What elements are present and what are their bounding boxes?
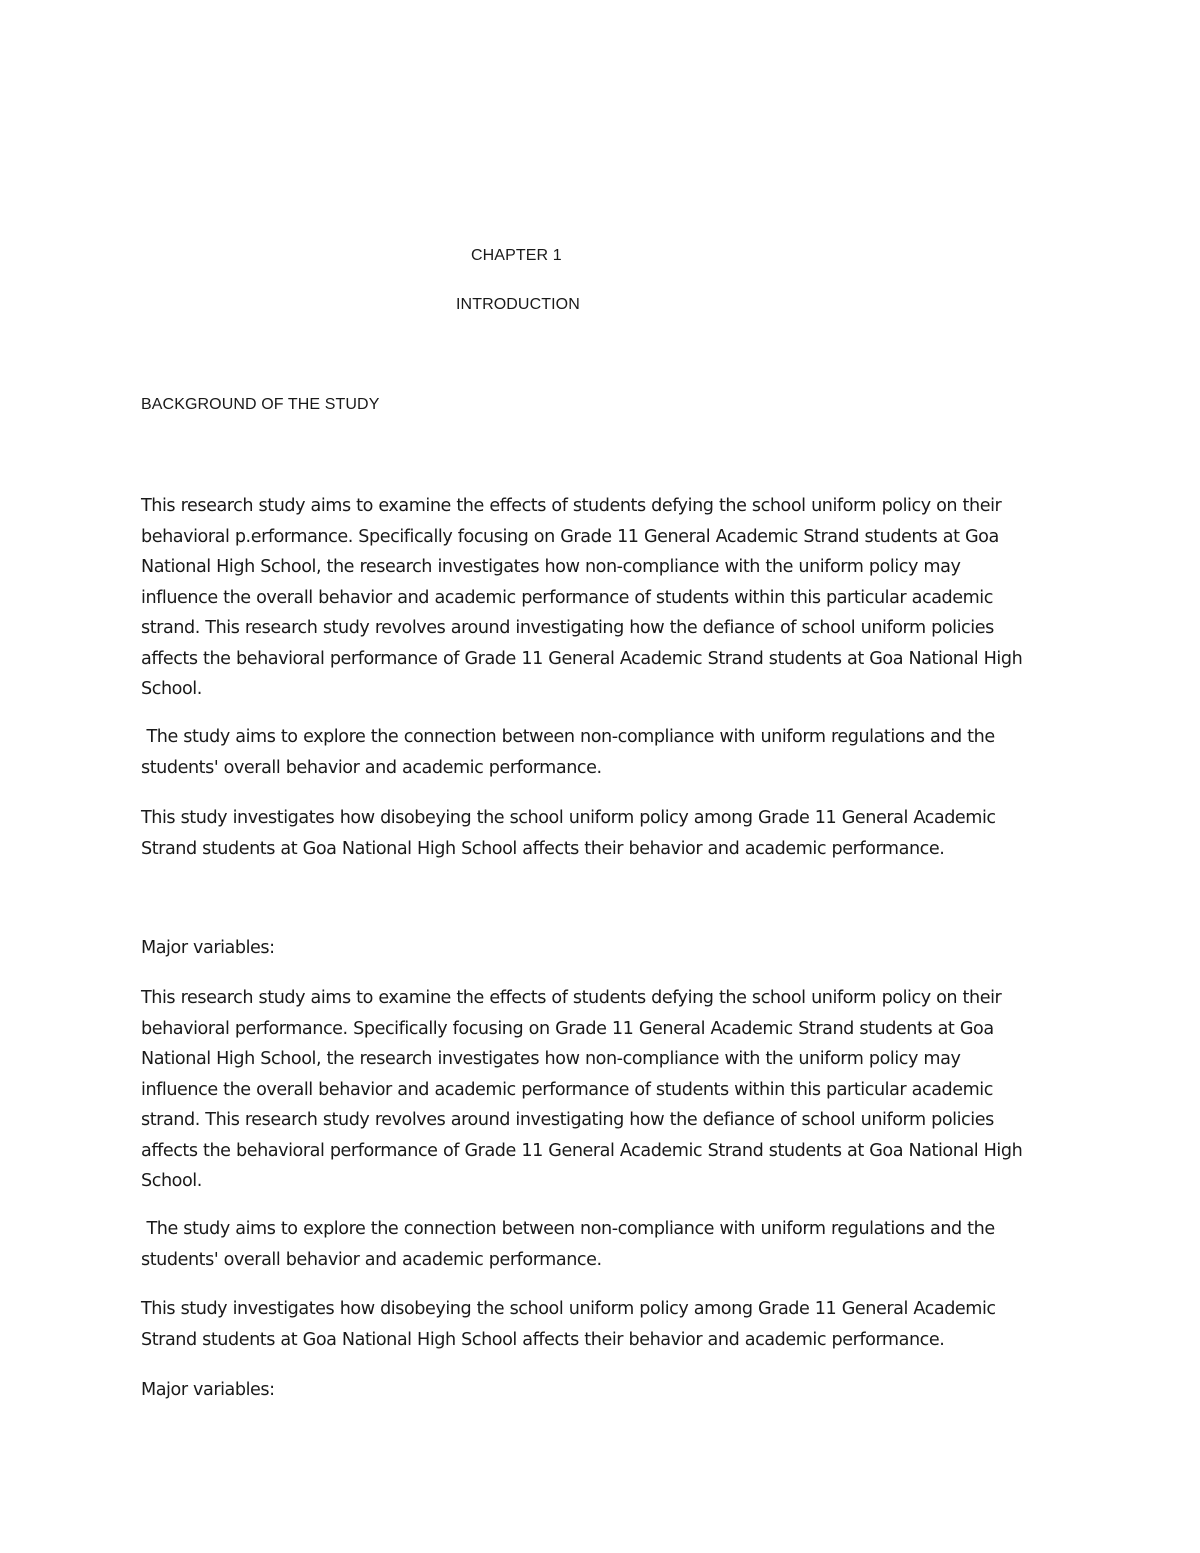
paragraph-variables-2 xyxy=(141,1214,1061,1275)
paragraph-line: This study investigates how disobeying the school uniform policy among Grade 11 General Academic xyxy=(141,1299,996,1319)
paragraph-background-3 xyxy=(141,803,1061,864)
subsection-title: BACKGROUND OF THE STUDY xyxy=(141,396,380,413)
paragraph-line: influence the overall behavior and academic performance of students within this particular academic xyxy=(141,1079,993,1100)
section-title: INTRODUCTION xyxy=(456,296,580,313)
paragraph-variables-1 xyxy=(141,983,1061,1197)
paragraph-line: strand. This research study revolves around investigating how the defiance of school uniform policies xyxy=(141,1110,994,1130)
paragraph-line: School. xyxy=(141,1171,202,1191)
paragraph-line: This study investigates how disobeying the school uniform policy among Grade 11 General Academic xyxy=(141,808,996,828)
paragraph-line: This research study aims to examine the effects of students defying the school uniform policy on their xyxy=(141,496,1002,516)
chapter-heading: CHAPTER 1 xyxy=(471,247,562,264)
paragraph-background-1 xyxy=(141,491,1061,705)
paragraph-line: National High School, the research investigates how non-compliance with the uniform policy may xyxy=(141,557,961,577)
paragraph-line: School. xyxy=(141,679,202,699)
paragraph-line: behavioral performance. Specifically focusing on Grade 11 General Academic Strand students at Goa xyxy=(141,1018,994,1039)
paragraph-background-2 xyxy=(141,722,1061,783)
paragraph-line: behavioral p.erformance. Specifically focusing on Grade 11 General Academic Strand students at Goa xyxy=(141,526,999,547)
paragraph-variables-3 xyxy=(141,1294,1061,1355)
paragraph-line: This research study aims to examine the effects of students defying the school uniform policy on their xyxy=(141,988,1002,1008)
paragraph-line: Major variables: xyxy=(141,1380,275,1400)
paragraph-line: influence the overall behavior and academic performance of students within this particular academic xyxy=(141,587,993,608)
paragraph-line: affects the behavioral performance of Grade 11 General Academic Strand students at Goa National High xyxy=(141,648,1023,669)
paragraph-line: The study aims to explore the connection between non-compliance with uniform regulations and the xyxy=(141,727,995,747)
paragraph-line: students' overall behavior and academic performance. xyxy=(141,1249,602,1270)
major-variables-label xyxy=(141,933,1061,964)
major-variables-label xyxy=(141,1375,1061,1406)
paragraph-line: Major variables: xyxy=(141,938,275,958)
paragraph-line: The study aims to explore the connection between non-compliance with uniform regulations and the xyxy=(141,1219,995,1239)
paragraph-line: students' overall behavior and academic performance. xyxy=(141,757,602,778)
paragraph-line: affects the behavioral performance of Grade 11 General Academic Strand students at Goa National High xyxy=(141,1140,1023,1161)
paragraph-line: strand. This research study revolves around investigating how the defiance of school uniform policies xyxy=(141,618,994,638)
paragraph-line: Strand students at Goa National High School affects their behavior and academic performance. xyxy=(141,838,945,859)
paragraph-line: National High School, the research investigates how non-compliance with the uniform policy may xyxy=(141,1049,961,1069)
paragraph-line: Strand students at Goa National High School affects their behavior and academic performance. xyxy=(141,1329,945,1350)
